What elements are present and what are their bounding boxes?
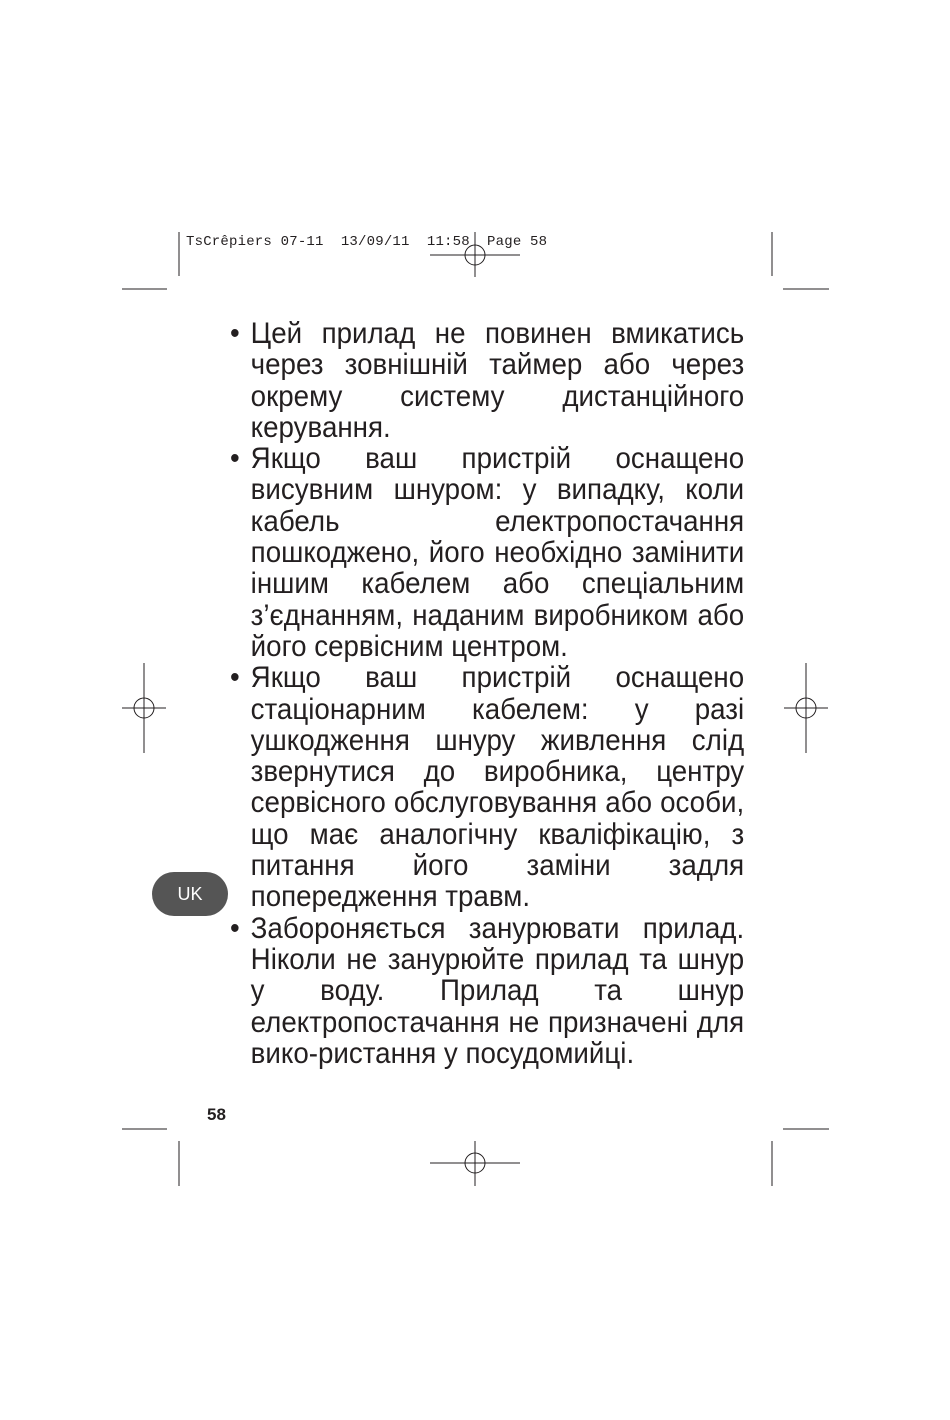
instruction-text: Забороняється занурювати прилад. Ніколи не занурюйте прилад та шнур у воду. Прилад та шнур електропостачання не призначені для вико-ристання у посудомийці.	[250, 911, 745, 1070]
registration-mark-bottom	[430, 1141, 520, 1186]
instruction-item	[230, 913, 744, 1069]
language-badge: UK	[152, 872, 228, 916]
bullet-icon: •	[230, 911, 240, 945]
registration-mark-right	[784, 663, 828, 753]
instruction-item	[230, 662, 744, 912]
print-slug: TsCrêpiers 07-11 13/09/11 11:58 Page 58	[186, 234, 548, 250]
bullet-icon: •	[230, 317, 240, 350]
bullet-icon: •	[230, 442, 240, 476]
page-number: 58	[207, 1105, 226, 1124]
instruction-text: Якщо ваш пристрій оснащено висувним шнуром: у випадку, коли кабель електропостачання пошкоджено, його необхідно замінити іншим кабелем або спеціальним з’єднанням, наданим виробником або його сервісним центром.	[250, 442, 745, 663]
instruction-text: Цей прилад не повинен вмикатись через зовнішній таймер або через окрему систему дистанційного керування.	[250, 317, 745, 444]
registration-mark-left	[122, 663, 166, 753]
safety-instructions	[230, 318, 744, 1069]
registration-mark-top	[430, 232, 520, 277]
instruction-item	[230, 318, 744, 443]
instruction-text: Якщо ваш пристрій оснащено стаціонарним кабелем: у разі ушкодження шнуру живлення слід звернутися до виробника, центру сервісного обслуговування або особи, що має аналогічну кваліфікацію, з питання його заміни задля попередження травм.	[250, 661, 745, 914]
instruction-item	[230, 443, 744, 662]
bullet-icon: •	[230, 661, 240, 695]
